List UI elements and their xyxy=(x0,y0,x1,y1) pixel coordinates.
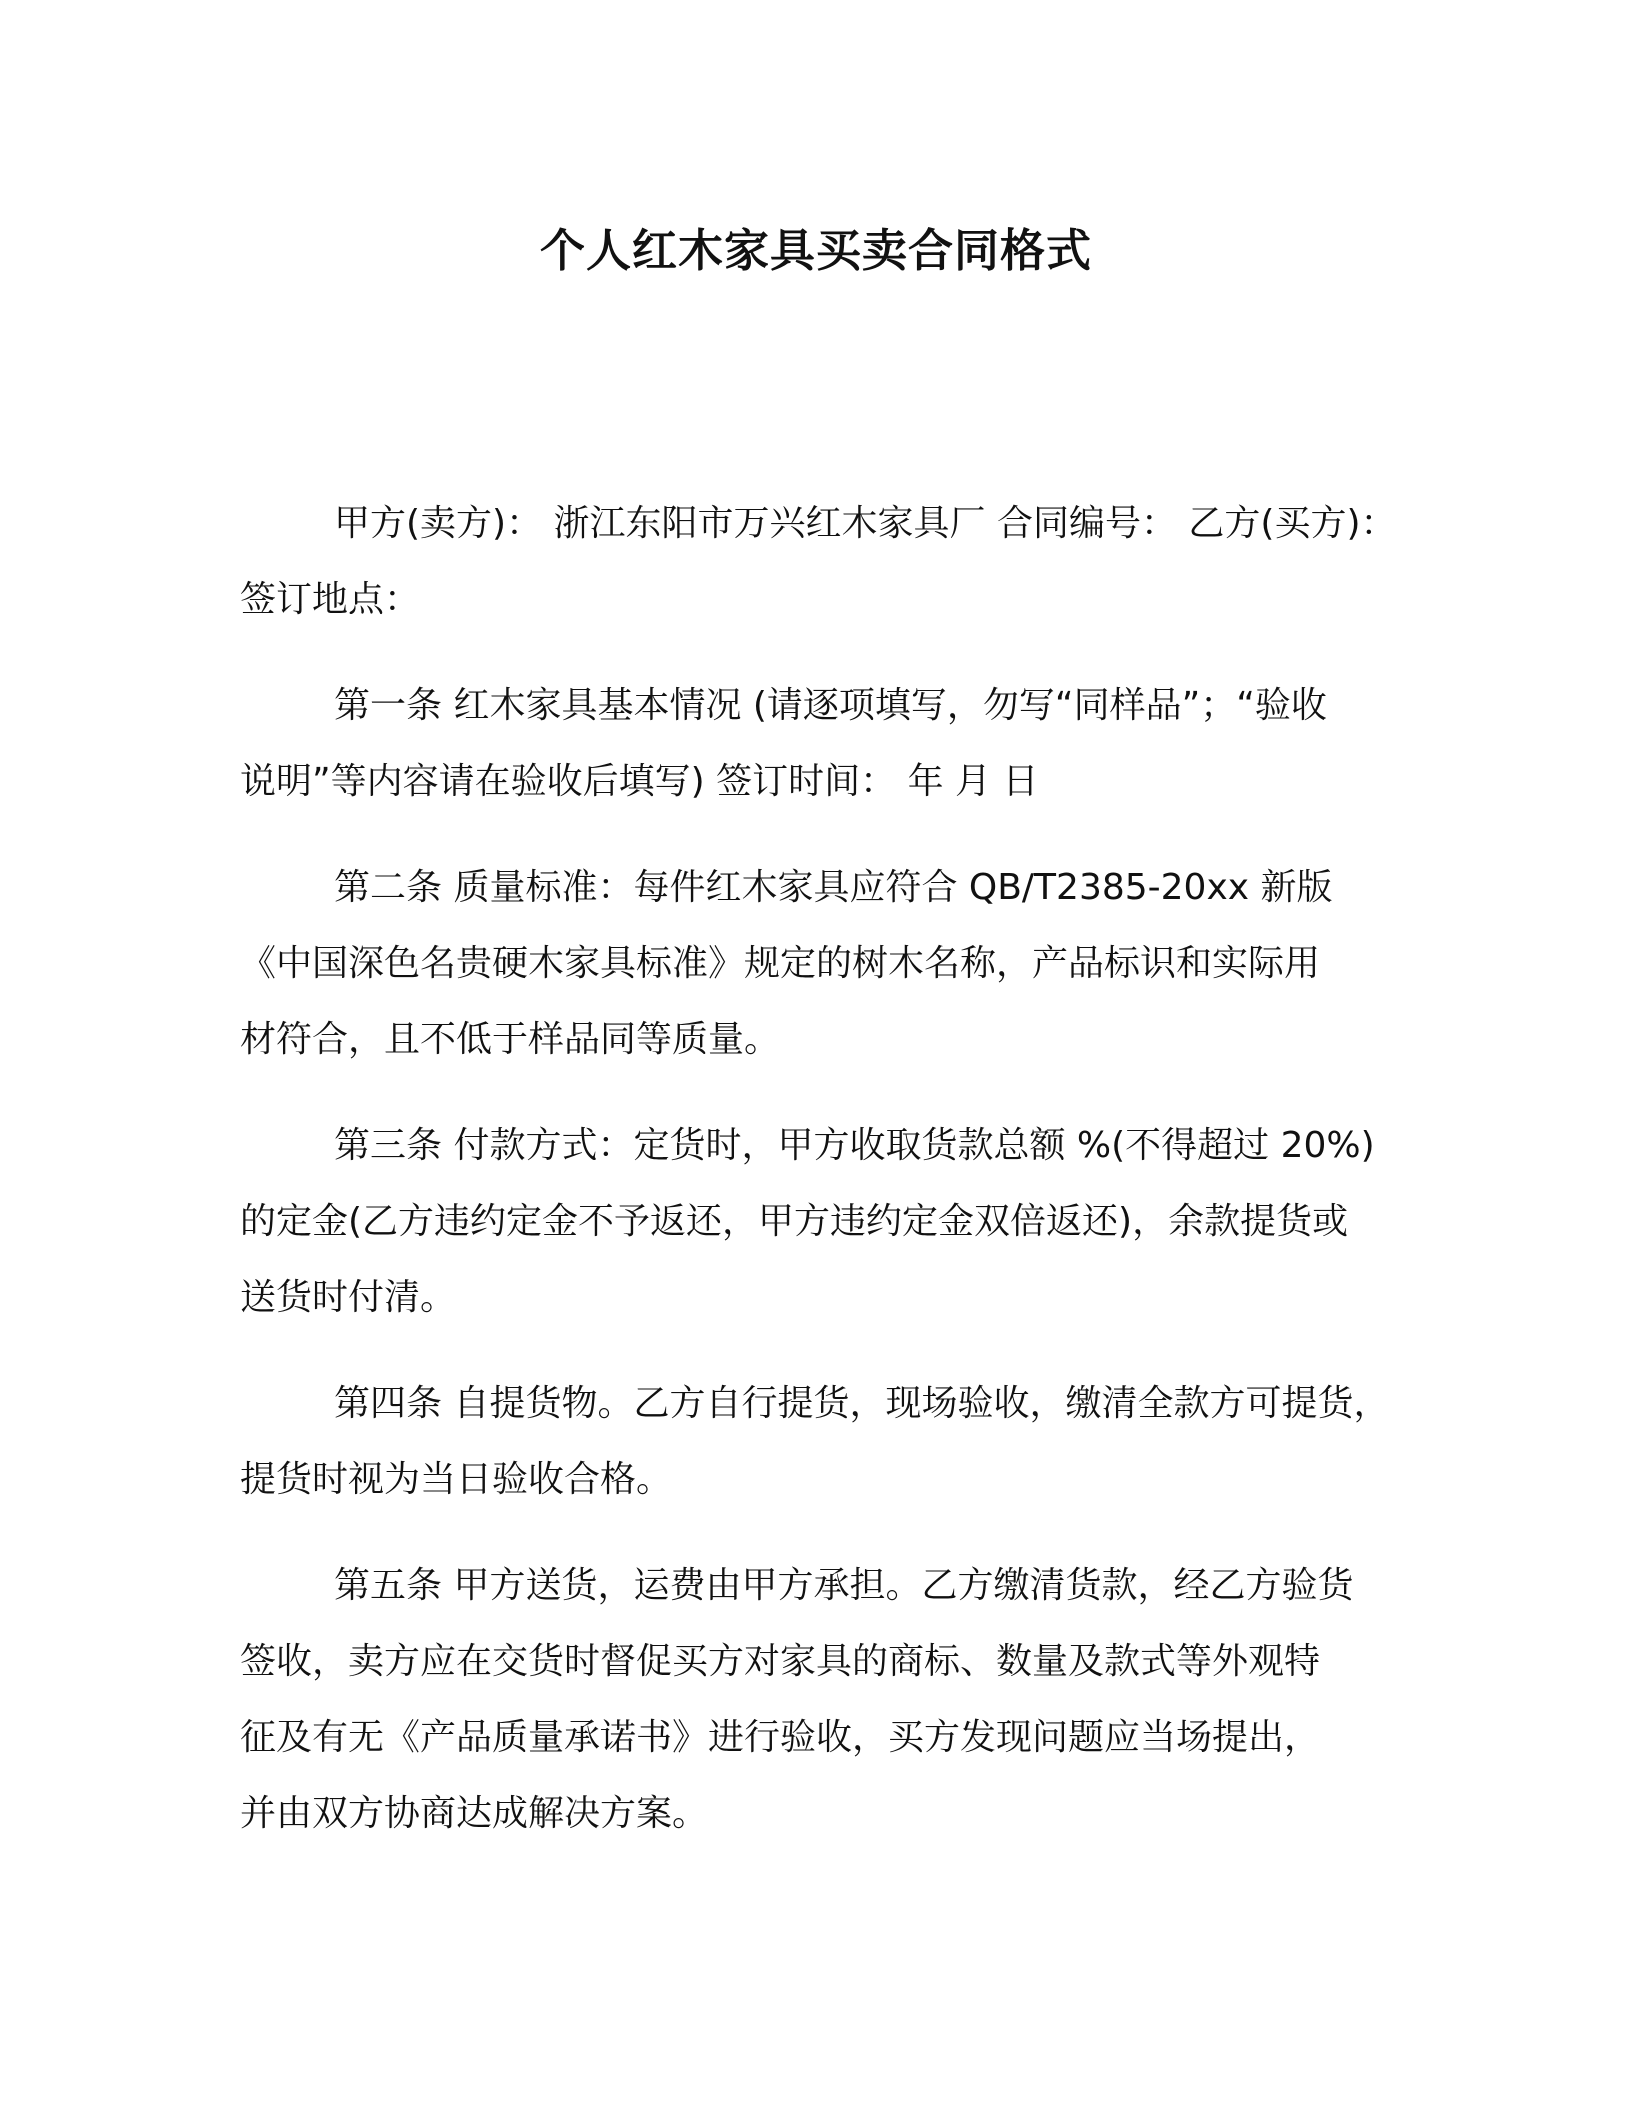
paragraph-article-2: 第二条 质量标准：每件红木家具应符合 QB/T2385-20xx 新版 《中国深色名贵硬木家具标准》规定的树木名称，产品标识和实际用 材符合，且不低于样品同等质量。 xyxy=(240,867,1333,1060)
paragraph-article-5: 第五条 甲方送货，运费由甲方承担。乙方缴清货款，经乙方验货 签收，卖方应在交货时督促买方对家具的商标、数量及款式等外观特 征及有无《产品质量承诺书》进行验收，买方发现问题应当场提出， 并由双方协商达成解决方案。 xyxy=(240,1565,1354,1834)
paragraph-article-1: 第一条 红木家具基本情况 (请逐项填写，勿写“同样品”；“验收 说明”等内容请在验收后填写) 签订时间： 年 月 日 xyxy=(240,685,1327,802)
paragraph-article-3: 第三条 付款方式：定货时，甲方收取货款总额 %(不得超过 20%) 的定金(乙方违约定金不予返还，甲方违约定金双倍返还)，余款提货或 送货时付清。 xyxy=(240,1125,1375,1318)
document-body xyxy=(240,486,1410,1852)
paragraph-article-4: 第四条 自提货物。乙方自行提货，现场验收，缴清全款方可提货， 提货时视为当日验收合格。 xyxy=(240,1383,1390,1500)
document-title: 个人红木家具买卖合同格式 xyxy=(539,224,1092,277)
paragraph-parties: 甲方(卖方)： 浙江东阳市万兴红木家具厂 合同编号： 乙方(买方)： 签订地点： xyxy=(240,503,1397,620)
